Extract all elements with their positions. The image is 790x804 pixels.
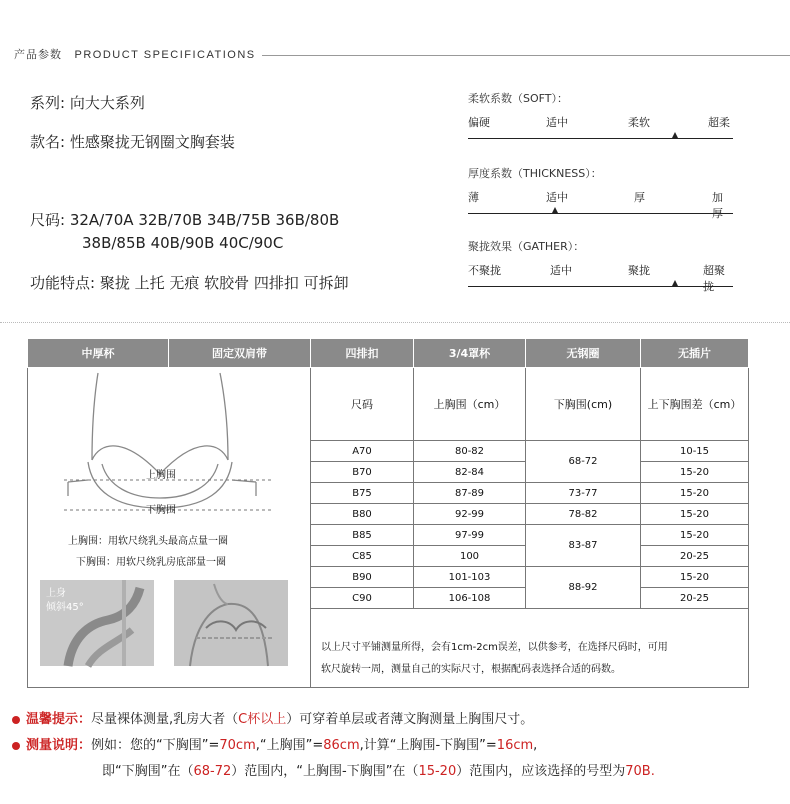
bullet-icon: [12, 716, 20, 724]
scale-marker: [672, 280, 678, 286]
cell-diff: 15-20: [641, 567, 749, 588]
scale-title: 厚度系数（THICKNESS）：: [468, 167, 602, 180]
header-cell: 中厚杯: [28, 339, 169, 368]
cell-lower: 83-87: [526, 525, 641, 567]
bullet-icon: [12, 742, 20, 750]
scale-label: 厚: [634, 191, 645, 204]
cell-upper: 92-99: [414, 504, 526, 525]
scale-label: 不聚拢: [468, 264, 501, 277]
cell-size: B85: [311, 525, 414, 546]
photo-measure-standing: [174, 580, 288, 666]
tip-highlight: C杯以上: [238, 712, 287, 727]
scale-label: 超柔: [708, 116, 730, 129]
scale-label: 偏硬: [468, 116, 490, 129]
measure-text: ,: [533, 738, 538, 753]
section-header: [14, 46, 256, 62]
measure-line-2: [102, 760, 655, 779]
desc-lower: 下胸围：用软尺绕乳房底部量一圈: [76, 557, 226, 568]
header-cell: 3/4罩杯: [414, 339, 526, 368]
photo-measure-tilted: [40, 580, 154, 666]
photo-caption-1: 上身: [46, 588, 66, 599]
scale-soft: [468, 90, 733, 139]
cell-lower: 73-77: [526, 483, 641, 504]
sizes-line-2: 38B/85B 40B/90B 40C/90C: [82, 234, 284, 252]
dotted-divider: [0, 322, 790, 323]
cell-upper: 101-103: [414, 567, 526, 588]
measure-value: 70cm: [219, 738, 256, 753]
cell-diff: 10-15: [641, 441, 749, 462]
cell-upper: 106-108: [414, 588, 526, 609]
label-upper: 上胸围: [146, 470, 176, 481]
cell-diff: 15-20: [641, 525, 749, 546]
cell-diff: 15-20: [641, 504, 749, 525]
cell-upper: 82-84: [414, 462, 526, 483]
measure-text: ,计算“上胸围-下胸围”=: [359, 738, 497, 753]
cell-size: B70: [311, 462, 414, 483]
scale-label: 加厚: [712, 191, 723, 220]
scale-label: 薄: [468, 191, 479, 204]
note-line-2: 软尺旋转一周，测量自己的实际尺寸，根据配码表选择合适的码数。: [321, 664, 621, 675]
cell-lower: 68-72: [526, 441, 641, 483]
scale-label: 柔软: [628, 116, 650, 129]
note-line-1: 以上尺寸平铺测量所得，会有1cm-2cm误差，以供参考，在选择尺码时，可用: [321, 642, 668, 653]
measure-text: 例如：您的“下胸围”=: [91, 738, 220, 753]
measure-value: 16cm: [496, 738, 534, 753]
header-cell: 四排扣: [311, 339, 414, 368]
desc-upper: 上胸围：用软尺绕乳头最高点量一圈: [68, 536, 228, 547]
cell-diff: 15-20: [641, 483, 749, 504]
series-line: 系列: 向大大系列: [30, 94, 145, 112]
table-header-row: [28, 339, 749, 368]
tip-text: 尽量裸体测量,乳房大者（: [91, 712, 239, 727]
cell-diff: 20-25: [641, 588, 749, 609]
scale-label: 聚拢: [628, 264, 650, 277]
subheader-cell: 尺码: [311, 368, 414, 441]
cell-upper: 100: [414, 546, 526, 567]
subheader-cell: 上胸围（cm）: [414, 368, 526, 441]
scale-label: 适中: [546, 191, 568, 204]
measurement-diagram-cell: [28, 368, 311, 688]
measure-text: ）范围内，“上胸围-下胸围”在（: [231, 764, 419, 779]
tip-text: ）可穿着单层或者薄文胸测量上胸围尺寸。: [286, 712, 534, 727]
measure-value: 15-20: [418, 764, 457, 779]
header-divider: [262, 55, 790, 56]
cell-diff: 20-25: [641, 546, 749, 567]
measure-value: 70B.: [625, 764, 655, 779]
size-table: [27, 338, 749, 688]
header-en: PRODUCT SPECIFICATIONS: [74, 49, 256, 61]
measure-title: 测量说明：: [26, 738, 92, 753]
scale-title: 聚拢效果（GATHER）：: [468, 240, 585, 253]
table-note: [311, 631, 749, 688]
measure-text: 即“下胸围”在（: [102, 764, 194, 779]
features-line: 功能特点: 聚拢 上托 无痕 软胶骨 四排扣 可拆卸: [30, 274, 349, 292]
measurement-diagram: [28, 368, 311, 668]
sizes-line-1: 尺码: 32A/70A 32B/70B 34B/75B 36B/80B: [30, 211, 340, 229]
header-cell: 固定双肩带: [169, 339, 311, 368]
subheader-cell: 上下胸围差（cm）: [641, 368, 749, 441]
measure-value: 68-72: [193, 764, 232, 779]
scale-label: 适中: [546, 116, 568, 129]
cell-size: C85: [311, 546, 414, 567]
photo-caption-2: 倾斜45°: [46, 602, 84, 613]
label-lower: 下胸围: [146, 505, 176, 516]
scale-marker: [552, 207, 558, 213]
scale-thickness: [468, 165, 733, 220]
cell-size: B90: [311, 567, 414, 588]
cell-size: B80: [311, 504, 414, 525]
cell-diff: 15-20: [641, 462, 749, 483]
table-subheader-row: [28, 368, 749, 441]
cell-size: A70: [311, 441, 414, 462]
name-line: 款名: 性感聚拢无钢圈文胸套装: [30, 133, 235, 151]
cell-size: C90: [311, 588, 414, 609]
measure-value: 86cm: [323, 738, 360, 753]
measure-text: ）范围内，应该选择的号型为: [456, 764, 626, 779]
header-cell: 无插片: [641, 339, 749, 368]
bra-illustration: [68, 373, 256, 508]
cell-size: B75: [311, 483, 414, 504]
measure-text: ,“上胸围”=: [255, 738, 324, 753]
cell-lower: 78-82: [526, 504, 641, 525]
cell-lower: 88-92: [526, 567, 641, 609]
header-cn: 产品参数: [14, 48, 62, 61]
cell-upper: 80-82: [414, 441, 526, 462]
cell-upper: 97-99: [414, 525, 526, 546]
scale-label: 超聚拢: [703, 264, 725, 293]
scale-marker: [672, 132, 678, 138]
scale-label: 适中: [550, 264, 572, 277]
header-cell: 无钢圈: [526, 339, 641, 368]
tip-line: [12, 708, 533, 727]
tip-title: 温馨提示：: [26, 712, 92, 727]
cell-upper: 87-89: [414, 483, 526, 504]
subheader-cell: 下胸围(cm): [526, 368, 641, 441]
scale-gather: [468, 238, 733, 293]
measure-line-1: [12, 734, 537, 753]
scale-title: 柔软系数（SOFT）：: [468, 92, 568, 105]
